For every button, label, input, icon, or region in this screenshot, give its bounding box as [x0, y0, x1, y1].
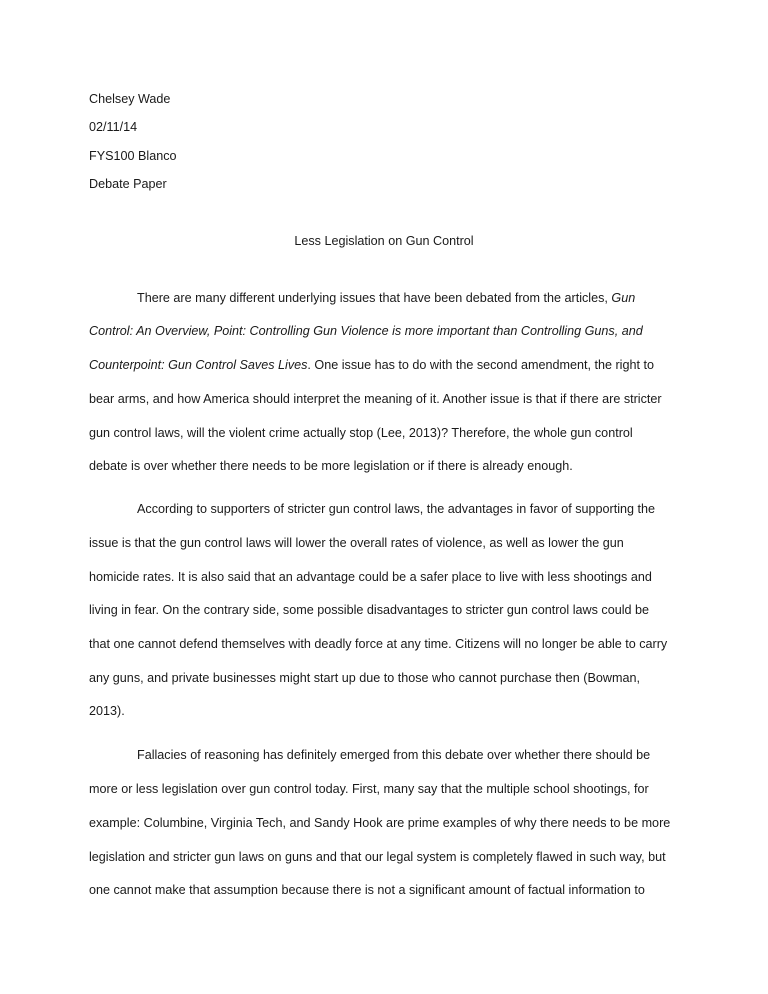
course-line: FYS100 Blanco: [89, 149, 177, 163]
paragraph-1-line-1: There are many different underlying issues that have been debated from the articles, Gun: [137, 291, 636, 305]
paragraph-1-line-2: Control: An Overview, Point: Controlling Gun Violence is more important than Controlling Guns, and: [89, 324, 643, 338]
paragraph-2-line-5: that one cannot defend themselves with deadly force at any time. Citizens will no longer be able to carry: [89, 637, 668, 651]
paragraph-2-line-3: homicide rates. It is also said that an advantage could be a safer place to live with less shootings and: [89, 570, 652, 584]
paragraph-2-line-1: According to supporters of stricter gun control laws, the advantages in favor of supporting the: [137, 502, 656, 516]
paragraph-3-line-4: legislation and stricter gun laws on guns and that our legal system is completely flawed in such way, but: [89, 850, 666, 864]
paragraph-1-line-5: gun control laws, will the violent crime actually stop (Lee, 2013)? Therefore, the whole gun control: [89, 426, 633, 440]
paragraph-2-line-6: any guns, and private businesses might start up due to those who cannot purchase then (Bowman,: [89, 671, 640, 685]
paragraph-2-line-2: issue is that the gun control laws will lower the overall rates of violence, as well as lower the gun: [89, 536, 624, 550]
paragraph-1-line-4: bear arms, and how America should interpret the meaning of it. Another issue is that if there are stricter: [89, 392, 662, 406]
paragraph-3-line-1: Fallacies of reasoning has definitely emerged from this debate over whether there should be: [137, 748, 651, 762]
paragraph-3-line-3: example: Columbine, Virginia Tech, and Sandy Hook are prime examples of why there needs to be more: [89, 816, 671, 830]
paragraph-1-line-6: debate is over whether there needs to be more legislation or if there is already enough.: [89, 459, 573, 473]
paragraph-2-line-4: living in fear. On the contrary side, some possible disadvantages to stricter gun control laws could be: [89, 603, 650, 617]
date-line: 02/11/14: [89, 120, 138, 134]
paragraph-3-line-5: one cannot make that assumption because there is not a significant amount of factual information to: [89, 883, 645, 897]
paper-title: Less Legislation on Gun Control: [294, 234, 474, 248]
paragraph-1-line-3: Counterpoint: Gun Control Saves Lives. One issue has to do with the second amendment, the right to: [89, 358, 654, 372]
assignment-line: Debate Paper: [89, 177, 167, 191]
paragraph-3-line-2: more or less legislation over gun control today. First, many say that the multiple school shootings, for: [89, 782, 649, 796]
paragraph-2-line-7: 2013).: [89, 704, 125, 718]
author-name: Chelsey Wade: [89, 92, 171, 106]
